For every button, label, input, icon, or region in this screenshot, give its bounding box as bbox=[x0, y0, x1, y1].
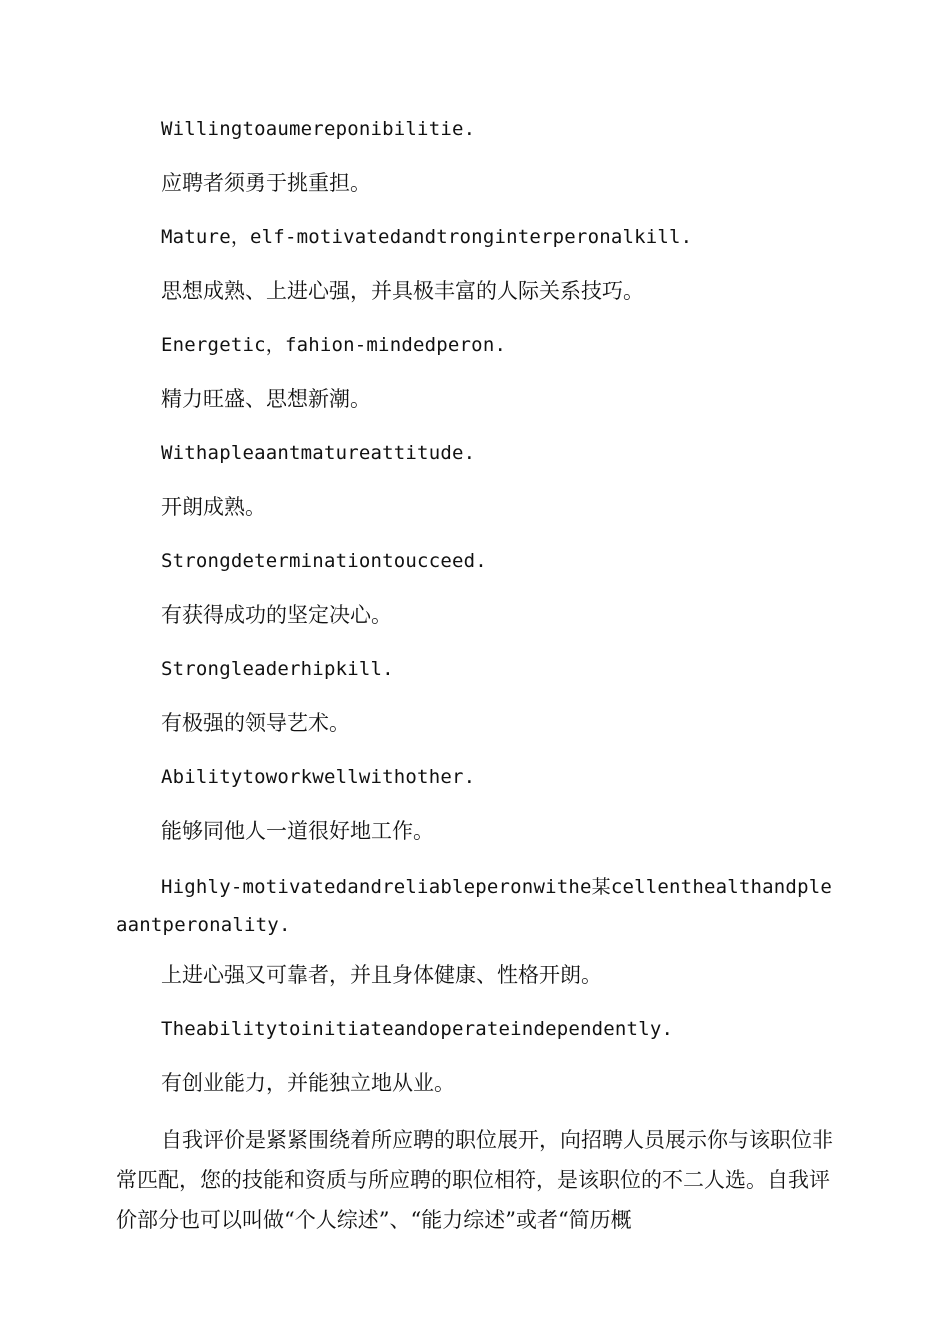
paragraph-12-zh: 有极强的领导艺术。 bbox=[161, 711, 350, 735]
paragraph-19-zh: 自我评价是紧紧围绕着所应聘的职位展开，向招聘人员展示你与该职位非常匹配，您的技能和资质与所应聘的职位相符，是该职位的不二人选。自我评价部分也可以叫做“个人综述”、“能力综述”或者“简历概 bbox=[116, 1128, 833, 1232]
paragraph-14-zh: 能够同他人一道很好地工作。 bbox=[161, 819, 434, 843]
paragraph-13-en: Abilitytoworkwellwithother. bbox=[161, 766, 476, 788]
paragraph-11-en: Strongleaderhipkill. bbox=[161, 658, 394, 680]
paragraph-2-zh: 应聘者须勇于挑重担。 bbox=[161, 171, 371, 195]
paragraph-17-en: Theabilitytoinitiateandoperateindependently. bbox=[161, 1018, 674, 1040]
paragraph-15-en: Highly-motivatedandreliableperonwithe某cellenthealthandpleaantperonality. bbox=[116, 876, 832, 936]
paragraph-3-en: Mature，elf-motivatedandtronginterperonalkill. bbox=[161, 226, 693, 248]
document-body bbox=[116, 112, 834, 1260]
paragraph-8-zh: 开朗成熟。 bbox=[161, 495, 266, 519]
paragraph-7-en: Withapleaantmatureattitude. bbox=[161, 442, 476, 464]
paragraph-6-zh: 精力旺盛、思想新潮。 bbox=[161, 387, 371, 411]
paragraph-5-en: Energetic，fahion-mindedperon. bbox=[161, 334, 507, 356]
paragraph-18-zh: 有创业能力，并能独立地从业。 bbox=[161, 1071, 455, 1095]
paragraph-16-zh: 上进心强又可靠者，并且身体健康、性格开朗。 bbox=[161, 963, 602, 987]
paragraph-1-en: Willingtoaumereponibilitie. bbox=[161, 118, 476, 140]
paragraph-4-zh: 思想成熟、上进心强，并具极丰富的人际关系技巧。 bbox=[161, 279, 644, 303]
paragraph-10-zh: 有获得成功的坚定决心。 bbox=[161, 603, 392, 627]
paragraph-9-en: Strongdeterminationtoucceed. bbox=[161, 550, 487, 572]
